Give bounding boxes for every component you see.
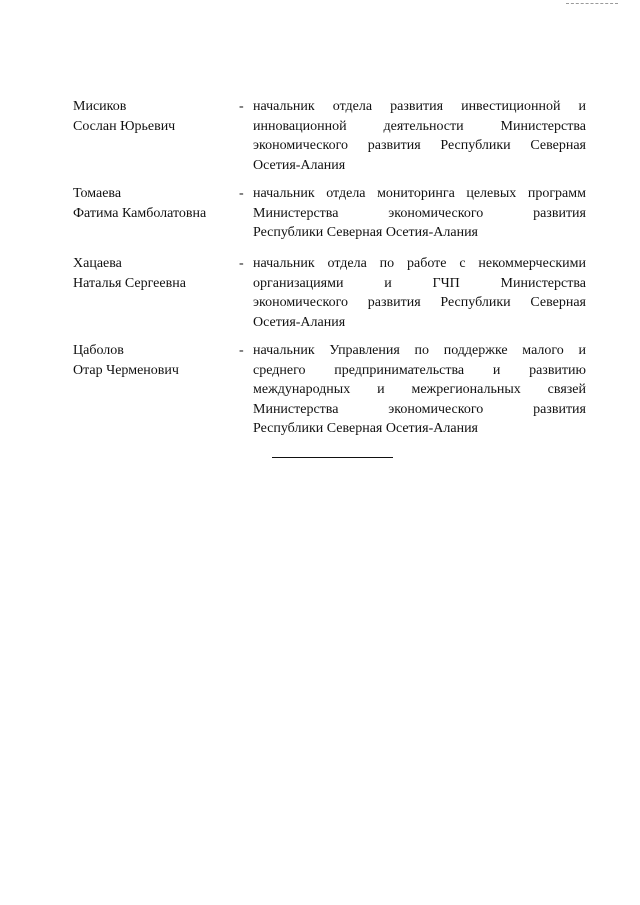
description-line: Республики Северная Осетия-Алания (253, 421, 478, 436)
person-name (73, 97, 233, 136)
person-name (73, 341, 233, 380)
person-given-names: Отар Черменович (73, 362, 179, 378)
person-surname: Мисиков (73, 99, 127, 114)
person-name (73, 254, 233, 293)
person-surname: Цаболов (73, 343, 124, 358)
description-line: экономического развития Республики Северная (253, 138, 586, 153)
description-line: Осетия-Алания (253, 157, 346, 173)
scan-artifact (566, 3, 618, 6)
end-of-list-rule (272, 457, 393, 458)
position-description (253, 97, 586, 175)
position-description (253, 184, 586, 243)
person-given-names: Фатима Камболатовна (73, 205, 207, 221)
person-given-names: Наталья Сергеевна (73, 275, 186, 291)
person-surname: Томаева (73, 186, 122, 201)
description-line: среднего предпринимательства и развитию (253, 362, 586, 378)
description-line: Республики Северная Осетия-Алания (253, 225, 478, 240)
position-description (253, 341, 586, 439)
dash-separator: - (239, 343, 244, 358)
description-line: начальник отдела мониторинга целевых программ (253, 186, 586, 201)
description-line: Министерства экономического развития (253, 205, 586, 221)
description-line: начальник отдела развития инвестиционной и (253, 99, 586, 114)
description-line: инновационной деятельности Министерства (253, 118, 586, 134)
description-line: Министерства экономического развития (253, 401, 586, 417)
description-line: начальник Управления по поддержке малого и (253, 343, 586, 358)
person-given-names: Сослан Юрьевич (73, 118, 176, 134)
description-line: Осетия-Алания (253, 314, 346, 330)
description-line: международных и межрегиональных связей (253, 382, 586, 397)
person-name (73, 184, 233, 223)
person-surname: Хацаева (73, 256, 122, 271)
position-description (253, 254, 586, 332)
description-line: экономического развития Республики Северная (253, 295, 586, 310)
dash-separator: - (239, 99, 244, 114)
description-line: начальник отдела по работе с некоммерческими (253, 256, 586, 271)
dash-separator: - (239, 256, 244, 271)
description-line: организациями и ГЧП Министерства (253, 275, 586, 291)
dash-separator: - (239, 186, 244, 201)
